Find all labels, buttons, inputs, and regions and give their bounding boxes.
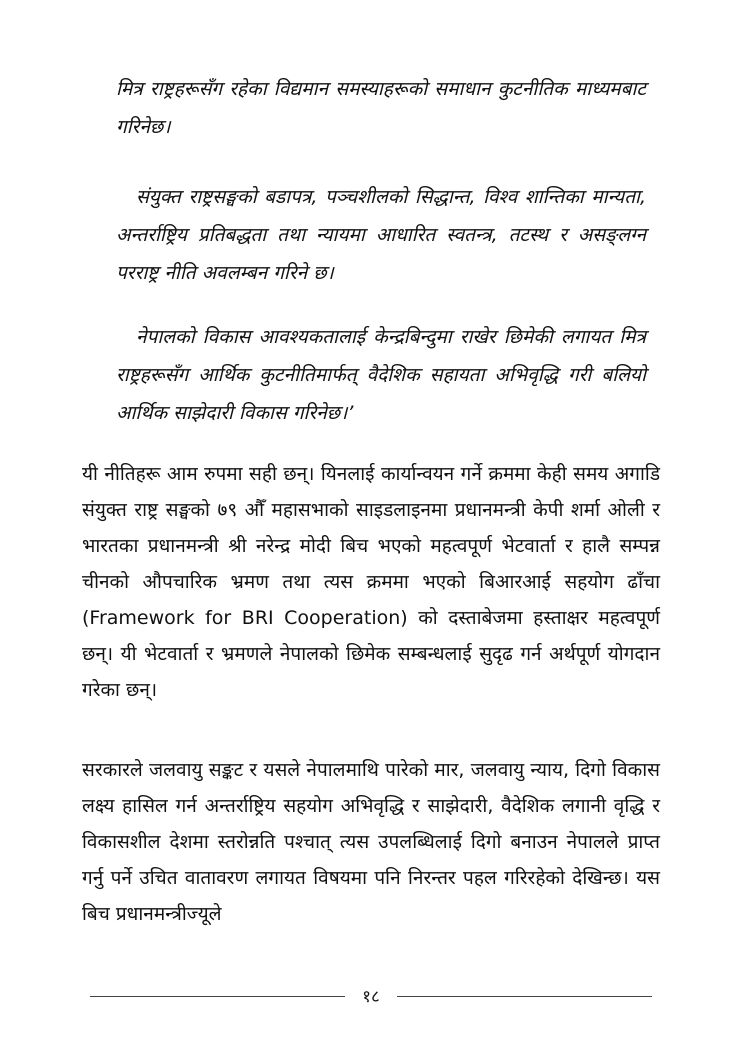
quote-paragraph-1: मित्र राष्ट्रहरूसँग रहेका विद्यमान समस्याहरूको समाधान कुटनीतिक माध्यमबाट गरिनेछ।: [116, 78, 646, 138]
quote-paragraph-2: संयुक्त राष्ट्रसङ्घको बडापत्र, पञ्चशीलको सिद्धान्त, विश्व शान्तिका मान्यता, अन्तर्राष्ट्रिय प्रतिबद्धता तथा न्यायमा आधारित स्वतन्त्र, तटस्थ र असङ्लग्न परराष्ट्र नीति अवलम्बन गरिने छ।: [116, 186, 646, 284]
page-footer: [90, 985, 652, 1009]
quote-paragraph-3: नेपालको विकास आवश्यकतालाई केन्द्रबिन्दुमा राखेर छिमेकी लगायत मित्र राष्ट्रहरूसँग आर्थिक कुटनीतिमार्फत् वैदेशिक सहायता अभिवृद्धि गरी बलियो आर्थिक साझेदारी विकास गरिनेछ।’: [116, 326, 646, 424]
footer-rule-right: [397, 996, 652, 997]
body-paragraph-2: सरकारले जलवायु सङ्कट र यसले नेपालमाथि पारेको मार, जलवायु न्याय, दिगो विकास लक्ष्य हासिल गर्न अन्तर्राष्ट्रिय सहयोग अभिवृद्धि र साझेदारी, वैदेशिक लगानी वृद्धि र विकासशील देशमा स्तरोन्नति पश्चात् त्यस उपलब्धिलाई दिगो बनाउन नेपालले प्राप्त गर्नु पर्ने उचित वातावरण लगायत विषयमा पनि निरन्तर पहल गरिरहेको देखिन्छ। यस बिच प्रधानमन्त्रीज्यूले: [82, 759, 660, 925]
body-paragraph-1: यी नीतिहरू आम रुपमा सही छन्। यिनलाई कार्यान्वयन गर्ने क्रममा केही समय अगाडि संयुक्त राष्ट्र सङ्घको ७९ औँ महासभाको साइडलाइनमा प्रधानमन्त्री केपी शर्मा ओली र भारतका प्रधानमन्त्री श्री नरेन्द्र मोदी बिच भएको महत्वपूर्ण भेटवार्ता र हालै सम्पन्न चीनको औपचारिक भ्रमण तथा त्यस क्रममा भएको बिआरआई सहयोग ढाँचा (Framework for BRI Cooperation) को दस्ताबेजमा हस्ताक्षर महत्वपूर्ण छन्। यी भेटवार्ता र भ्रमणले नेपालको छिमेक सम्बन्धलाई सुदृढ गर्न अर्थपूर्ण योगदान गरेका छन्।: [82, 463, 660, 701]
page-number: १८: [362, 987, 380, 1007]
